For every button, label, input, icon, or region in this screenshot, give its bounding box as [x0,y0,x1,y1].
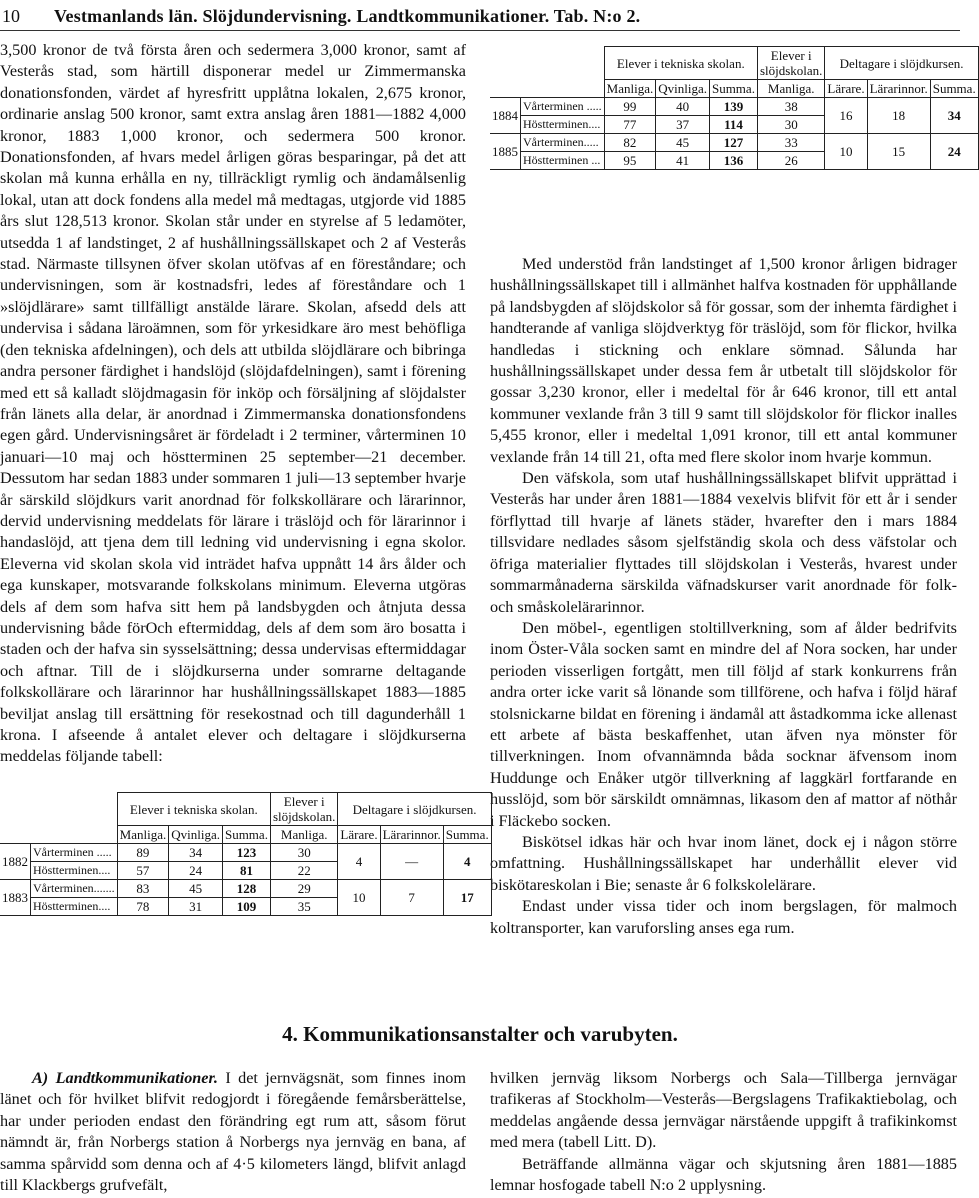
cell-summa: 128 [222,880,270,898]
term-cell: Vårterminen..... [521,134,605,152]
cell-larare: 10 [338,880,380,916]
term-cell: Vårterminen....... [31,880,118,898]
cell-slojd: 30 [757,116,824,134]
subsection-lead: A) Landtkommunikationer. [32,1069,218,1087]
cell-lararinnor: 18 [867,98,930,134]
cell-man: 89 [117,844,169,862]
header-qvin: Qvinliga. [169,826,223,844]
page-header [0,4,960,28]
year-cell: 1884 [490,98,521,134]
cell-slojd: 33 [757,134,824,152]
year-cell: 1885 [490,134,521,170]
header-tech-school: Elever i tekniska skolan. [604,47,757,80]
header-tech-school: Elever i tekniska skolan. [117,793,270,826]
cell-summa: 139 [709,98,757,116]
header-summa2: Summa. [930,80,978,98]
blank-corner [0,793,117,844]
cell-summa: 136 [709,152,757,170]
term-cell: Vårterminen ..... [31,844,118,862]
term-cell: Höstterminen ... [521,152,605,170]
header-qvin: Qvinliga. [656,80,710,98]
term-cell: Höstterminen.... [31,862,118,880]
header-slojd-school: Elever i slöjdskolan. [270,793,337,826]
cell-man: 95 [604,152,656,170]
cell-man: 99 [604,98,656,116]
table-row [0,880,491,898]
cell-man: 83 [117,880,169,898]
header-lararinnor: Lärarinnor. [380,826,443,844]
cell-man: 77 [604,116,656,134]
cell-slojd: 35 [270,898,337,916]
page-number: 10 [2,6,20,26]
blank-corner [490,47,604,98]
bottom-left-paragraph [0,1068,466,1196]
header-lararinnor: Lärarinnor. [867,80,930,98]
cell-summa: 81 [222,862,270,880]
cell-slojd: 29 [270,880,337,898]
table-1882-1883 [0,792,492,916]
cell-total: 34 [930,98,978,134]
cell-slojd: 30 [270,844,337,862]
header-larare: Lärare. [825,80,867,98]
table-1884-1885 [490,46,979,170]
cell-qvin: 41 [656,152,710,170]
header-slojd-school: Elever i slöjdskolan. [757,47,824,80]
header-rule [0,30,960,31]
cell-lararinnor: 15 [867,134,930,170]
cell-larare: 4 [338,844,380,880]
right-column [490,254,957,939]
bottom-right-column [490,1068,957,1196]
table-row [0,844,491,862]
cell-qvin: 34 [169,844,223,862]
section-title: 4. Kommunikationsanstalter och varubyten. [282,1022,678,1046]
cell-larare: 16 [825,98,867,134]
cell-slojd: 22 [270,862,337,880]
cell-total: 17 [443,880,491,916]
left-paragraph: 3,500 kronor de två första åren och sedermera 3,000 kronor, samt af Vesterås stad, som härtill disponerar medel ur Zimmermanska donationsfonden, värdet af hyresfritt upplåtna lokalen, 2,675 kronor, ordinarie anslag 500 kronor, samt extra anslag åren 1881—1882 4,000 kronor, 1883 1,000 kronor, och sedermera 500 kronor. Donationsfonden, af hvars medel årligen göras besparingar, på det att skolan må kunna erhålla en ny, tillräckligt rymlig och ändamålsenlig lokal, utan att dock fondens alla medel må medtagas, utgjorde vid 1885 års slut 128,513 kronor. Skolan står under en styrelse af 5 ledamöter, utsedda 1 af landstinget, 2 af hushållningssällskapet och 2 af Vesterås stad. Närmaste tillsynen öfver skolan utöfvas af en föreståndare; och undervisningen, som är kostnadsfri, ledes af föreståndare och 1 »slöjdlärare» samt tillfälligt anstälde lärare. Skolan, afsedd dels att undervisa i sådana läroämnen, som för yrkesidkare äro mest behöfliga (den tekniska afdelningen), och dels att utbilda slöjdlärare och bibringa andra personer färdighet i handslöjd (slöjdafdelningen), samt i förening med ett så kalladt slöjdmagasin för inköp och försäljning af slöjdalster från länets alla delar, är anordnad i Zimmermanska donationsfondens egen gård. Undervisningsåret är fördeladt i 2 terminer, vårterminen 10 januari—10 maj och höstterminen 25 september—21 december. Dessutom har sedan 1883 under sommaren 1 juli—13 september hvarje år särskild slöjdkurs varit anordnad för folkskollärare och lärarinnor, dervid undervisning meddelats för lärare i träslöjd och för lärarinnor i handaslöjd, att tjena dem till ledning vid undervisning i egna skolor. Eleverna vid skolan skola vid inträdet hafva uppnått 14 års ålder och ega kunskaper, motsvarande folkskolans minimum. Eleverna utgöras dels af dem som hafva sitt hem på landsbygden och åtnjuta dessa undervisning både förOch eftermiddag, dels af dem som äro bosatta i staden och der hafva sin sysselsättning; dessa undervisas eftermiddagar och aftnar. Till de i slöjdkurserna under somrarne deltagande folkskollärare och lärarinnor har hushållningssällskapet 1883—1885 beviljat anslag till ersättning för resekostnad och till dagunderhåll 1 krona. I afseende å antalet elever och deltagare i slöjdkurserna meddelas följande tabell: [0,41,466,766]
cell-qvin: 45 [656,134,710,152]
right-paragraph: Den väfskola, som utaf hushållningssällskapet blifvit upprättad i Vesterås har under åren 1881—1884 vexelvis blifvit för ett år i sender förflyttad till hvarje af länets städer, hvarefter den i mars 1884 tillsvidare nedlades såsom sjelfständig skola och dess väfstolar och öfriga materialier flyttades till slöjdskolan i Vesterås, hvarest under sommarmånaderna särskilda väfnadskurser varit anordnade för folk- och småskolelärarinnor. [490,469,957,616]
right-paragraph: Endast under vissa tider och inom bergslagen, för malmoch koltransporter, kan varuforsling anses ega rum. [490,897,957,937]
cell-larare: 10 [825,134,867,170]
cell-man: 78 [117,898,169,916]
cell-summa: 109 [222,898,270,916]
cell-man: 57 [117,862,169,880]
cell-qvin: 24 [169,862,223,880]
cell-qvin: 31 [169,898,223,916]
cell-slojd: 26 [757,152,824,170]
term-cell: Höstterminen.... [521,116,605,134]
header-man2: Manliga. [270,826,337,844]
header-summa: Summa. [222,826,270,844]
table-row [490,134,978,152]
header-man: Manliga. [117,826,169,844]
cell-slojd: 38 [757,98,824,116]
cell-qvin: 37 [656,116,710,134]
bottom-left-column [0,1068,466,1196]
cell-summa: 123 [222,844,270,862]
header-summa2: Summa. [443,826,491,844]
cell-lararinnor: 7 [380,880,443,916]
year-cell: 1883 [0,880,31,916]
header-summa: Summa. [709,80,757,98]
header-man2: Manliga. [757,80,824,98]
cell-summa: 114 [709,116,757,134]
cell-summa: 127 [709,134,757,152]
header-larare: Lärare. [338,826,380,844]
subsection-text: I det jernvägsnät, som finnes inom länet och för hvilket blifvit redogjordt i föregående femårsberättelse, har under perioden endast den förändring egt rum att, såsom förut nämndt är, från Norbergs station å Norbergs nya jernväg en bana, af samma spårvidd som denna och af 4·5 kilometers längd, blifvit anlagd till Klackbergs grufvefält, [0,1069,466,1195]
cell-total: 24 [930,134,978,170]
term-cell: Höstterminen.... [31,898,118,916]
right-paragraph: Biskötsel idkas här och hvar inom länet, dock ej i någon större omfattning. Hushållningssällskapet har underhållit elever vid biskötareskolan i Bie; senaste år 6 folkskolelärare. [490,832,957,894]
cell-total: 4 [443,844,491,880]
cell-man: 82 [604,134,656,152]
header-man: Manliga. [604,80,656,98]
cell-lararinnor: — [380,844,443,880]
term-cell: Vårterminen ..... [521,98,605,116]
bottom-right-paragraph: Beträffande allmänna vägar och skjutsning åren 1881—1885 lemnar hosfogade tabell N:o 2 upplysning. [490,1154,957,1195]
cell-qvin: 40 [656,98,710,116]
left-column [0,40,466,768]
cell-qvin: 45 [169,880,223,898]
bottom-right-paragraph: hvilken jernväg liksom Norbergs och Sala—Tillberga jernvägar trafikeras af Stockholm—Vesterås—Bergslagens Trafikaktiebolag, och meddelas angående dessa jernvägar närstående uppgift å trafikinkomst med mera (tabell Litt. D). [490,1069,957,1152]
running-title: Vestmanlands län. Slöjdundervisning. Landtkommunikationer. Tab. N:o 2. [54,6,641,26]
table-row [490,98,978,116]
header-course: Deltagare i slöjdkursen. [338,793,491,826]
header-course: Deltagare i slöjdkursen. [825,47,978,80]
year-cell: 1882 [0,844,31,880]
right-paragraph: Med understöd från landstinget af 1,500 kronor årligen bidrager hushållningssällskapet till i allmänhet halfva kostnaden för upphållande på landsbygden af slöjdskolor så för gossar, som der inhemta färdighet i handterande af vanliga slöjdverktyg för träslöjd, som för flickor, hvilka handledas i stickning och enklare sömnad. Sålunda har hushållningssällskapet under dessa fem år utbetalt till slöjdskolor för gossar 3,230 kronor, eller i medeltal för år 646 kronor, till ett antal kommuner vexlande från 3 till 9 samt till slöjdskolor för flickor inalles 5,455 kronor, eller i medeltal 1,091 kronor, till ett antal kommuner vexlande från 14 till 21, ofta med flere skolor inom hvarje kommun. [490,255,957,466]
right-paragraph: Den möbel-, egentligen stoltillverkning, som af ålder bedrifvits inom Öster-Våla socken samt en mindre del af Nora socken, har under perioden visserligen fortgått, men till följd af stark konkurrens från andra orter icke varit så lönande som tillförene, och hafva i följd häraf stolsnickarne bildat en förening i ändamål att åstadkomma icke allenast ett arbete af bästa beskaffenhet, utan äfven nya mönster för tillverkningen. Inom ofvannämnda båda socknar äfvensom inom Huddunge och Enåker utgör tillverkning af laggkärl fortfarande en husslöjd, som bör särskildt omnämnas, likasom den af mattor af nöthår i Fläckebo socken. [490,618,957,830]
